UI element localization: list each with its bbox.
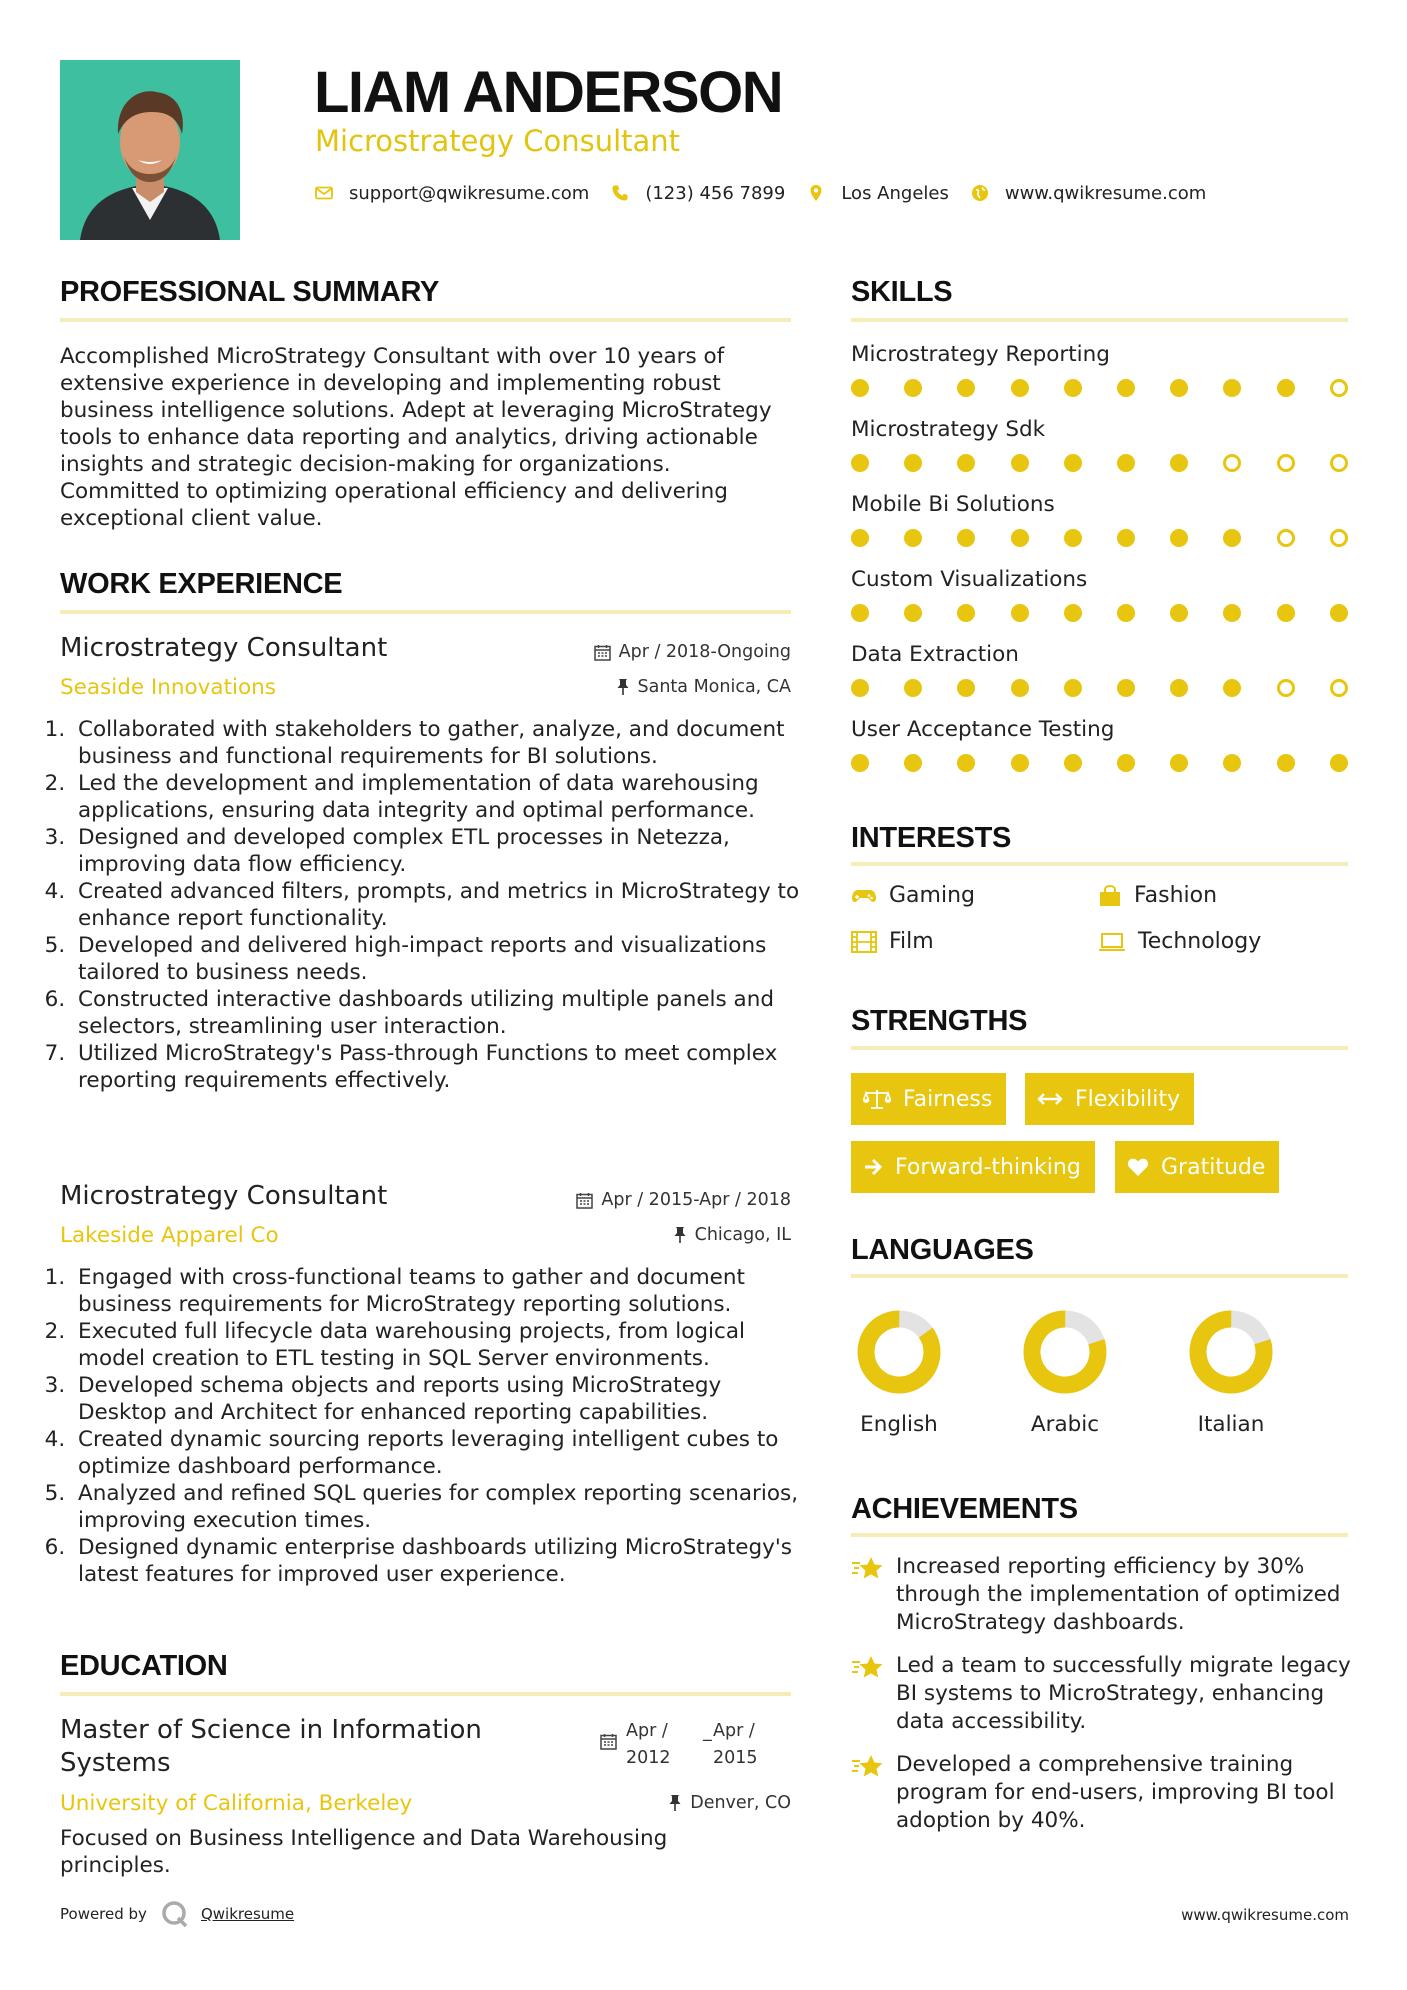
date-separator: _ bbox=[703, 1722, 712, 1742]
skill-dot-filled bbox=[1117, 454, 1135, 472]
skill-dot-filled bbox=[1011, 379, 1029, 397]
interest-gaming bbox=[851, 883, 975, 908]
bullet-item: 6. Designed dynamic enterprise dashboards utilizing MicroStrategy's latest features for improved user experience. bbox=[72, 1534, 804, 1588]
bullet-item: 1. Engaged with cross-functional teams to gather and document business requirements for MicroStrategy reporting solutions. bbox=[72, 1264, 804, 1318]
skill-rating bbox=[851, 679, 1348, 697]
skill-rating bbox=[851, 379, 1348, 397]
achievement-item bbox=[851, 1751, 1351, 1835]
bullet-item: 5. Analyzed and refined SQL queries for complex reporting scenarios, improving execution times. bbox=[72, 1480, 804, 1534]
job-dates-text: Apr / 2018-Ongoing bbox=[618, 642, 791, 662]
education-location-text: Denver, CO bbox=[690, 1793, 791, 1813]
job-bullets bbox=[54, 1264, 804, 1588]
skill-dot-filled bbox=[957, 529, 975, 547]
interests-heading: INTERESTS bbox=[851, 822, 1012, 854]
skill-dot-filled bbox=[957, 679, 975, 697]
interest-technology bbox=[1098, 929, 1261, 954]
job-location-text: Santa Monica, CA bbox=[637, 677, 791, 697]
skill-dot-filled bbox=[851, 754, 869, 772]
balance-scale-icon bbox=[863, 1088, 891, 1110]
skill-dot-filled bbox=[851, 679, 869, 697]
skill-dot-filled bbox=[1064, 679, 1082, 697]
skill-dot-filled bbox=[851, 454, 869, 472]
skill-dot-filled bbox=[1170, 604, 1188, 622]
skill-dot-filled bbox=[1223, 604, 1241, 622]
strength-tag bbox=[851, 1073, 1006, 1125]
interest-label: Technology bbox=[1138, 929, 1262, 954]
experience-divider bbox=[60, 610, 791, 614]
education-location bbox=[668, 1793, 791, 1813]
arrow-right-icon bbox=[863, 1158, 883, 1176]
education-end bbox=[713, 1718, 758, 1772]
languages-divider bbox=[851, 1274, 1348, 1278]
interest-label: Film bbox=[889, 929, 934, 954]
bullet-item: 3. Developed schema objects and reports using MicroStrategy Desktop and Architect for enhanced reporting capabilities. bbox=[72, 1372, 804, 1426]
map-pin-icon bbox=[807, 184, 825, 202]
skill-dot-filled bbox=[1011, 454, 1029, 472]
skill-name: User Acceptance Testing bbox=[851, 717, 1115, 742]
arrows-horizontal-icon bbox=[1037, 1091, 1063, 1107]
skill-dot-filled bbox=[904, 754, 922, 772]
language-item bbox=[1005, 1310, 1125, 1437]
language-donut bbox=[857, 1310, 941, 1394]
skill-dot-filled bbox=[957, 604, 975, 622]
strength-label: Forward-thinking bbox=[895, 1154, 1081, 1180]
bullet-item: 6. Constructed interactive dashboards utilizing multiple panels and selectors, streamlining user interaction. bbox=[72, 986, 804, 1040]
job-location-text: Chicago, IL bbox=[694, 1225, 791, 1245]
skill-dot-filled bbox=[904, 529, 922, 547]
bullet-item: 5. Developed and delivered high-impact reports and visualizations tailored to business needs. bbox=[72, 932, 804, 986]
skill-dot-filled bbox=[1011, 604, 1029, 622]
skill-dot-empty bbox=[1330, 529, 1348, 547]
donut-fill bbox=[857, 1310, 941, 1394]
contact-bar bbox=[315, 178, 1228, 208]
skill-dot-filled bbox=[957, 454, 975, 472]
education-start bbox=[626, 1718, 671, 1772]
language-item bbox=[1171, 1310, 1291, 1437]
footer-powered-by bbox=[60, 1900, 294, 1928]
strength-tag bbox=[1115, 1141, 1279, 1193]
globe-icon bbox=[971, 184, 989, 202]
skill-name: Custom Visualizations bbox=[851, 567, 1088, 592]
skill-dot-filled bbox=[904, 604, 922, 622]
end-year: 2015 bbox=[713, 1748, 758, 1768]
calendar-icon bbox=[600, 1733, 617, 1750]
strength-label: Fairness bbox=[903, 1086, 993, 1112]
skill-dot-filled bbox=[1064, 754, 1082, 772]
skill-dot-filled bbox=[904, 454, 922, 472]
education-heading: EDUCATION bbox=[60, 1650, 228, 1682]
skill-dot-filled bbox=[1170, 679, 1188, 697]
strength-label: Flexibility bbox=[1075, 1086, 1180, 1112]
job-company: Lakeside Apparel Co bbox=[60, 1223, 279, 1248]
job-dates bbox=[594, 642, 791, 662]
email-text: support@qwikresume.com bbox=[349, 182, 590, 204]
stars-icon bbox=[851, 1654, 885, 1680]
location-text: Los Angeles bbox=[841, 182, 949, 204]
contact-email[interactable] bbox=[315, 183, 589, 204]
qwikresume-logo-icon bbox=[161, 1900, 189, 1928]
skill-dot-empty bbox=[1330, 679, 1348, 697]
interest-fashion bbox=[1098, 883, 1217, 908]
skill-dot-filled bbox=[1330, 604, 1348, 622]
summary-heading: PROFESSIONAL SUMMARY bbox=[60, 276, 440, 308]
skill-dot-filled bbox=[1011, 754, 1029, 772]
contact-location bbox=[807, 183, 949, 204]
skill-dot-filled bbox=[851, 529, 869, 547]
achievements-heading: ACHIEVEMENTS bbox=[851, 1493, 1078, 1525]
skill-dot-filled bbox=[1117, 379, 1135, 397]
pushpin-icon bbox=[616, 678, 630, 696]
skills-heading: SKILLS bbox=[851, 276, 953, 308]
skill-dot-filled bbox=[1011, 679, 1029, 697]
skill-dot-filled bbox=[1223, 754, 1241, 772]
interest-label: Fashion bbox=[1134, 883, 1218, 908]
interests-divider bbox=[851, 862, 1348, 866]
skill-name: Mobile Bi Solutions bbox=[851, 492, 1055, 517]
skill-name: Microstrategy Reporting bbox=[851, 342, 1110, 367]
skill-dot-filled bbox=[1117, 754, 1135, 772]
skill-rating bbox=[851, 529, 1348, 547]
website-text: www.qwikresume.com bbox=[1004, 182, 1207, 204]
bullet-item: 4. Created dynamic sourcing reports leveraging intelligent cubes to optimize dashboard performance. bbox=[72, 1426, 804, 1480]
pushpin-icon bbox=[668, 1794, 682, 1812]
interest-film bbox=[851, 929, 934, 954]
skill-rating bbox=[851, 454, 1348, 472]
skill-rating bbox=[851, 754, 1348, 772]
skill-dot-filled bbox=[1064, 379, 1082, 397]
language-name: English bbox=[860, 1412, 938, 1437]
bullet-item: 4. Created advanced filters, prompts, and metrics in MicroStrategy to enhance report functionality. bbox=[72, 878, 804, 932]
envelope-icon bbox=[315, 184, 333, 202]
skill-dot-filled bbox=[1170, 379, 1188, 397]
achievement-item bbox=[851, 1553, 1351, 1637]
skill-dot-filled bbox=[1117, 679, 1135, 697]
skill-dot-filled bbox=[1170, 454, 1188, 472]
achievements-divider bbox=[851, 1533, 1348, 1537]
skill-dot-filled bbox=[1223, 379, 1241, 397]
job-title: Microstrategy Consultant bbox=[60, 633, 388, 663]
laptop-icon bbox=[1098, 932, 1126, 952]
phone-text: (123) 456 7899 bbox=[645, 182, 786, 204]
language-donut bbox=[1189, 1310, 1273, 1394]
skill-dot-empty bbox=[1330, 379, 1348, 397]
skill-dot-filled bbox=[1117, 529, 1135, 547]
job-location bbox=[616, 677, 792, 697]
skill-dot-filled bbox=[1011, 529, 1029, 547]
bullet-item: 7. Utilized MicroStrategy's Pass-through Functions to meet complex reporting requirements effectively. bbox=[72, 1040, 804, 1094]
summary-divider bbox=[60, 318, 791, 322]
start-month: Apr / bbox=[626, 1721, 668, 1741]
achievement-item bbox=[851, 1652, 1351, 1736]
strength-tag bbox=[851, 1141, 1095, 1193]
skill-rating bbox=[851, 604, 1348, 622]
skill-dot-filled bbox=[1330, 754, 1348, 772]
skills-divider bbox=[851, 318, 1348, 322]
skill-dot-filled bbox=[1117, 604, 1135, 622]
skill-dot-filled bbox=[1064, 529, 1082, 547]
gamepad-icon bbox=[851, 886, 877, 906]
pushpin-icon bbox=[673, 1226, 687, 1244]
interest-label: Gaming bbox=[889, 883, 975, 908]
education-divider bbox=[60, 1692, 791, 1696]
achievement-text: Increased reporting efficiency by 30% through the implementation of optimized MicroStrategy dashboards. bbox=[896, 1554, 1341, 1635]
strengths-heading: STRENGTHS bbox=[851, 1005, 1028, 1037]
film-icon bbox=[851, 931, 877, 953]
skill-dot-filled bbox=[1277, 754, 1295, 772]
strength-label: Gratitude bbox=[1161, 1154, 1266, 1180]
candidate-title: Microstrategy Consultant bbox=[315, 124, 681, 158]
skill-dot-filled bbox=[1277, 604, 1295, 622]
skill-dot-empty bbox=[1330, 454, 1348, 472]
education-description: Focused on Business Intelligence and Data Warehousing principles. bbox=[60, 1826, 668, 1878]
candidate-name: LIAM ANDERSON bbox=[314, 60, 783, 125]
job-title: Microstrategy Consultant bbox=[60, 1181, 388, 1211]
skill-dot-filled bbox=[904, 679, 922, 697]
strength-tag bbox=[1025, 1073, 1194, 1125]
stars-icon bbox=[851, 1555, 885, 1581]
end-month: Apr / bbox=[713, 1721, 755, 1741]
profile-photo bbox=[60, 60, 240, 240]
job-location bbox=[673, 1225, 791, 1245]
skill-dot-empty bbox=[1277, 529, 1295, 547]
language-name: Italian bbox=[1197, 1412, 1265, 1437]
bullet-item: 3. Designed and developed complex ETL processes in Netezza, improving data flow efficiency. bbox=[72, 824, 804, 878]
bullet-item: 1. Collaborated with stakeholders to gather, analyze, and document business and functional requirements for BI solutions. bbox=[72, 716, 804, 770]
job-bullets bbox=[54, 716, 804, 1094]
skill-dot-filled bbox=[851, 604, 869, 622]
skill-dot-filled bbox=[1223, 679, 1241, 697]
job-company: Seaside Innovations bbox=[60, 675, 276, 700]
start-year: 2012 bbox=[626, 1748, 671, 1768]
calendar-icon bbox=[576, 1192, 593, 1209]
skill-dot-filled bbox=[957, 379, 975, 397]
footer-website[interactable]: www.qwikresume.com bbox=[1181, 1906, 1349, 1924]
language-item bbox=[839, 1310, 959, 1437]
skill-dot-filled bbox=[1170, 754, 1188, 772]
stars-icon bbox=[851, 1753, 885, 1779]
bullet-item: 2. Executed full lifecycle data warehousing projects, from logical model creation to ETL testing in SQL Server environments. bbox=[72, 1318, 804, 1372]
achievement-text: Led a team to successfully migrate legacy BI systems to MicroStrategy, enhancing data accessibility. bbox=[896, 1653, 1351, 1734]
skill-dot-filled bbox=[904, 379, 922, 397]
job-dates-text: Apr / 2015-Apr / 2018 bbox=[601, 1190, 791, 1210]
phone-icon bbox=[611, 184, 629, 202]
achievement-text: Developed a comprehensive training program for end-users, improving BI tool adoption by 40%. bbox=[896, 1752, 1335, 1833]
skill-dot-filled bbox=[1223, 529, 1241, 547]
skill-name: Data Extraction bbox=[851, 642, 1019, 667]
language-name: Arabic bbox=[1030, 1412, 1100, 1437]
skill-dot-empty bbox=[1277, 454, 1295, 472]
skill-dot-filled bbox=[1064, 454, 1082, 472]
calendar-icon bbox=[594, 644, 611, 661]
brand-link[interactable]: Qwikresume bbox=[200, 1905, 295, 1923]
summary-text: Accomplished MicroStrategy Consultant with over 10 years of extensive experience in developing and implementing robust business intelligence solutions. Adept at leveraging MicroStrategy tools to enhance data reporting and analytics, driving actionable insights and strategic decision-making for organizations. Committed to optimizing operational efficiency and delivering exceptional client value. bbox=[60, 344, 772, 531]
skill-dot-filled bbox=[1064, 604, 1082, 622]
contact-website[interactable] bbox=[971, 183, 1206, 204]
strengths-divider bbox=[851, 1046, 1348, 1050]
degree-title: Master of Science in Information Systems bbox=[60, 1715, 482, 1778]
heart-icon bbox=[1127, 1157, 1149, 1177]
experience-heading: WORK EXPERIENCE bbox=[60, 568, 343, 600]
bullet-item: 2. Led the development and implementation of data warehousing applications, ensuring data integrity and optimal performance. bbox=[72, 770, 804, 824]
school-name: University of California, Berkeley bbox=[60, 1791, 413, 1816]
skill-dot-empty bbox=[1223, 454, 1241, 472]
powered-by-text: Powered by bbox=[60, 1905, 147, 1923]
skill-dot-filled bbox=[1277, 379, 1295, 397]
skill-dot-filled bbox=[851, 379, 869, 397]
languages-heading: LANGUAGES bbox=[851, 1234, 1034, 1266]
skill-dot-filled bbox=[1170, 529, 1188, 547]
skill-dot-filled bbox=[957, 754, 975, 772]
job-dates bbox=[576, 1190, 791, 1210]
skill-name: Microstrategy Sdk bbox=[851, 417, 1046, 442]
language-donut bbox=[1023, 1310, 1107, 1394]
contact-phone[interactable] bbox=[611, 183, 785, 204]
skill-dot-empty bbox=[1277, 679, 1295, 697]
shopping-bag-icon bbox=[1098, 885, 1122, 907]
